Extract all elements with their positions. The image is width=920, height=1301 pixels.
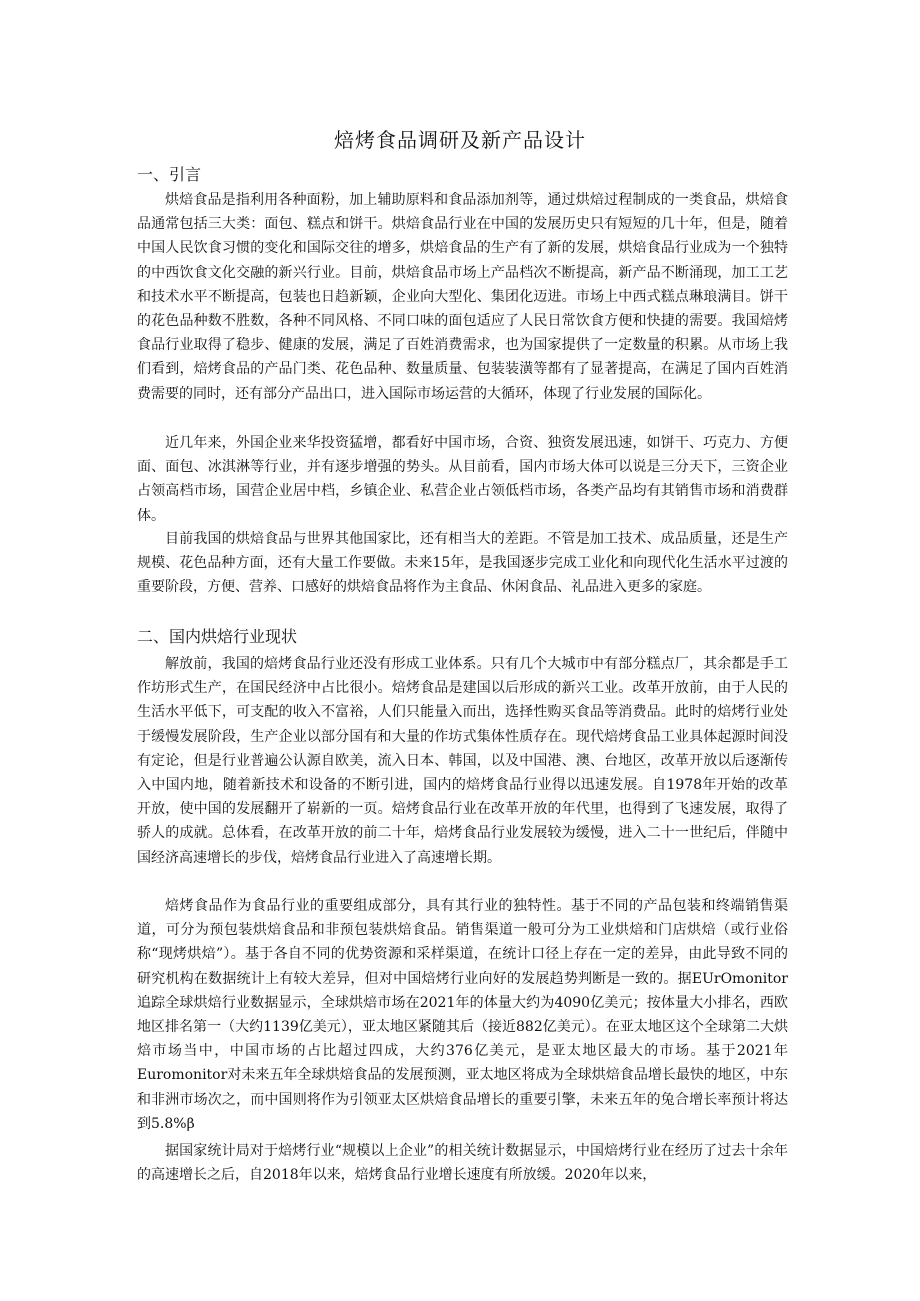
paragraph: 近几年来，外国企业来华投资猛增，都看好中国市场，合资、独资发展迅速，如饼干、巧克力、方便面、面包、冰淇淋等行业，并有逐步增强的势头。从目前看，国内市场大体可以说是三分天下，三资企业占领高档市场，国营企业居中档，乡镇企业、私营企业占领低档市场，各类产品均有其销售市场和消费群体。 [137,435,788,524]
page-title: 焙烤食品调研及新产品设计 [334,128,586,152]
section-heading-industry-status: 二、国内烘焙行业现状 [137,627,298,646]
section-heading-introduction: 一、引言 [137,165,202,184]
paragraph: 解放前，我国的焙烤食品行业还没有形成工业体系。只有几个大城市中有部分糕点厂，其余都是手工作坊形式生产，在国民经济中占比很小。焙烤食品是建国以后形成的新兴工业。改革开放前，由于人民的生活水平低下，可支配的收入不富裕，人们只能量入而出，选择性购买食品等消费品。此时的焙烤行业处于缓慢发展阶段，生产企业以部分国有和大量的作坊式集体性质存在。现代焙烤食品工业具体起源时间没有定论，但是行业普遍公认源自欧美，流入日本、韩国，以及中国港、澳、台地区，改革开放以后逐渐传入中国内地，随着新技术和设备的不断引进，国内的焙烤食品行业得以迅速发展。自1978年开始的改革开放，使中国的发展翻开了崭新的一页。焙烤食品行业在改革开放的年代里，也得到了飞速发展，取得了骄人的成就。总体看，在改革开放的前二十年，焙烤食品行业发展较为缓慢，进入二十一世纪后，伴随中国经济高速增长的步伐，焙烤食品行业进入了高速增长期。 [137,656,788,866]
paragraph: 焙烤食品作为食品行业的重要组成部分，具有其行业的独特性。基于不同的产品包装和终端销售渠道，可分为预包装烘焙食品和非预包装烘焙食品。销售渠道一般可分为工业烘焙和门店烘焙（或行业俗称“现烤烘焙”）。基于各自不同的优势资源和采样渠道，在统计口径上存在一定的差异，由此导致不同的研究机构在数据统计上有较大差异，但对中国焙烤行业向好的发展趋势判断是一致的。据EUrOmonitor追踪全球烘焙行业数据显示，全球烘焙市场在2021年的体量大约为4090亿美元；按体量大小排名，西欧地区排名第一（大约1139亿美元），亚太地区紧随其后（接近882亿美元）。在亚太地区这个全球第二大烘焙市场当中，中国市场的占比超过四成，大约376亿美元，是亚太地区最大的市场。基于2021年Euromonitor对未来五年全球烘焙食品的发展预测，亚太地区将成为全球烘焙食品增长最快的地区，中东和非洲市场次之，而中国则将作为引领亚太区烘焙食品增长的重要引擎，未来五年的兔合增长率预计将达到5.8%β [137,898,788,1132]
paragraph: 烘焙食品是指利用各种面粉，加上辅助原料和食品添加剂等，通过烘焙过程制成的一类食品，烘焙食品通常包括三大类：面包、糕点和饼干。烘焙食品行业在中国的发展历史只有短短的几十年，但是，随着中国人民饮食习惯的变化和国际交往的增多，烘焙食品的生产有了新的发展，烘焙食品行业成为一个独特的中西饮食文化交融的新兴行业。目前，烘焙食品市场上产品档次不断提高，新产品不断涌现，加工工艺和技术水平不断提高，包装也日趋新颖，企业向大型化、集团化迈进。市场上中西式糕点琳琅满目。饼干的花色品种数不胜数，各种不同风格、不同口味的面包适应了人民日常饮食方便和快捷的需要。我国焙烤食品行业取得了稳步、健康的发展，满足了百姓消费需求，也为国家提供了一定数量的积累。从市场上我们看到，焙烤食品的产品门类、花色品种、数量质量、包装装潢等都有了显著提高，在满足了国内百姓消费需要的同时，还有部分产品出口，进入国际市场运营的大循环，体现了行业发展的国际化。 [137,192,788,402]
paragraph: 目前我国的烘焙食品与世界其他国家比，还有相当大的差距。不管是加工技术、成品质量，还是生产规模、花色品种方面，还有大量工作要做。未来15年，是我国逐步完成工业化和向现代化生活水平过渡的重要阶段，方便、营养、口感好的烘焙食品将作为主食品、休闲食品、礼品进入更多的家庭。 [137,531,788,596]
paragraph: 据国家统计局对于焙烤行业“规模以上企业”的相关统计数据显示，中国焙烤行业在经历了过去十余年的高速增长之后，自2018年以来，焙烤食品行业增长速度有所放缓。2020年以来， [137,1143,788,1184]
